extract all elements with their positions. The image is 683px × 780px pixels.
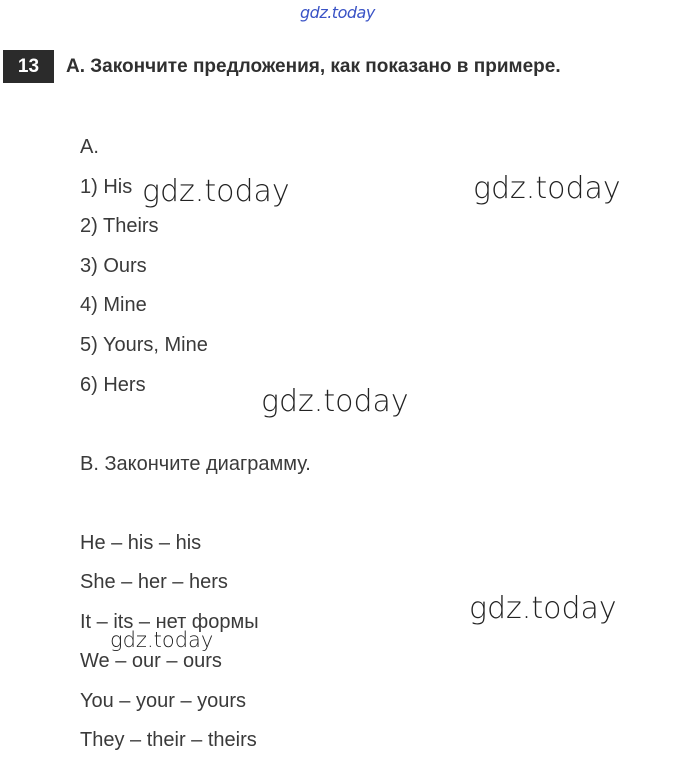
- diagram-line: You – your – yours: [80, 690, 247, 712]
- diagram-line: They – their – theirs: [80, 729, 257, 751]
- part-b-heading: B. Закончите диаграмму.: [80, 453, 311, 475]
- diagram-line: She – her – hers: [80, 571, 228, 593]
- answer-line: 5) Yours, Mine: [80, 334, 208, 356]
- watermark: gdz.today: [469, 591, 617, 626]
- task-number-badge: 13: [3, 50, 54, 83]
- answer-line: 1) His: [80, 176, 133, 198]
- answer-line: 3) Ours: [80, 255, 147, 277]
- answer-line: 6) Hers: [80, 374, 146, 396]
- watermark: gdz.today: [142, 174, 290, 209]
- watermark: gdz.today: [473, 171, 621, 206]
- top-watermark: gdz.today: [300, 3, 375, 22]
- task-title: A. Закончите предложения, как показано в примере.: [66, 56, 561, 77]
- answer-line: 2) Theirs: [80, 215, 159, 237]
- watermark: gdz.today: [261, 384, 409, 419]
- watermark: gdz.today: [110, 628, 214, 652]
- diagram-line: He – his – his: [80, 532, 202, 554]
- part-a-heading: A.: [80, 136, 99, 158]
- answer-line: 4) Mine: [80, 294, 147, 316]
- diagram-line: We – our – ours: [80, 650, 222, 672]
- diagram-line: It – its – нет формы: [80, 611, 259, 633]
